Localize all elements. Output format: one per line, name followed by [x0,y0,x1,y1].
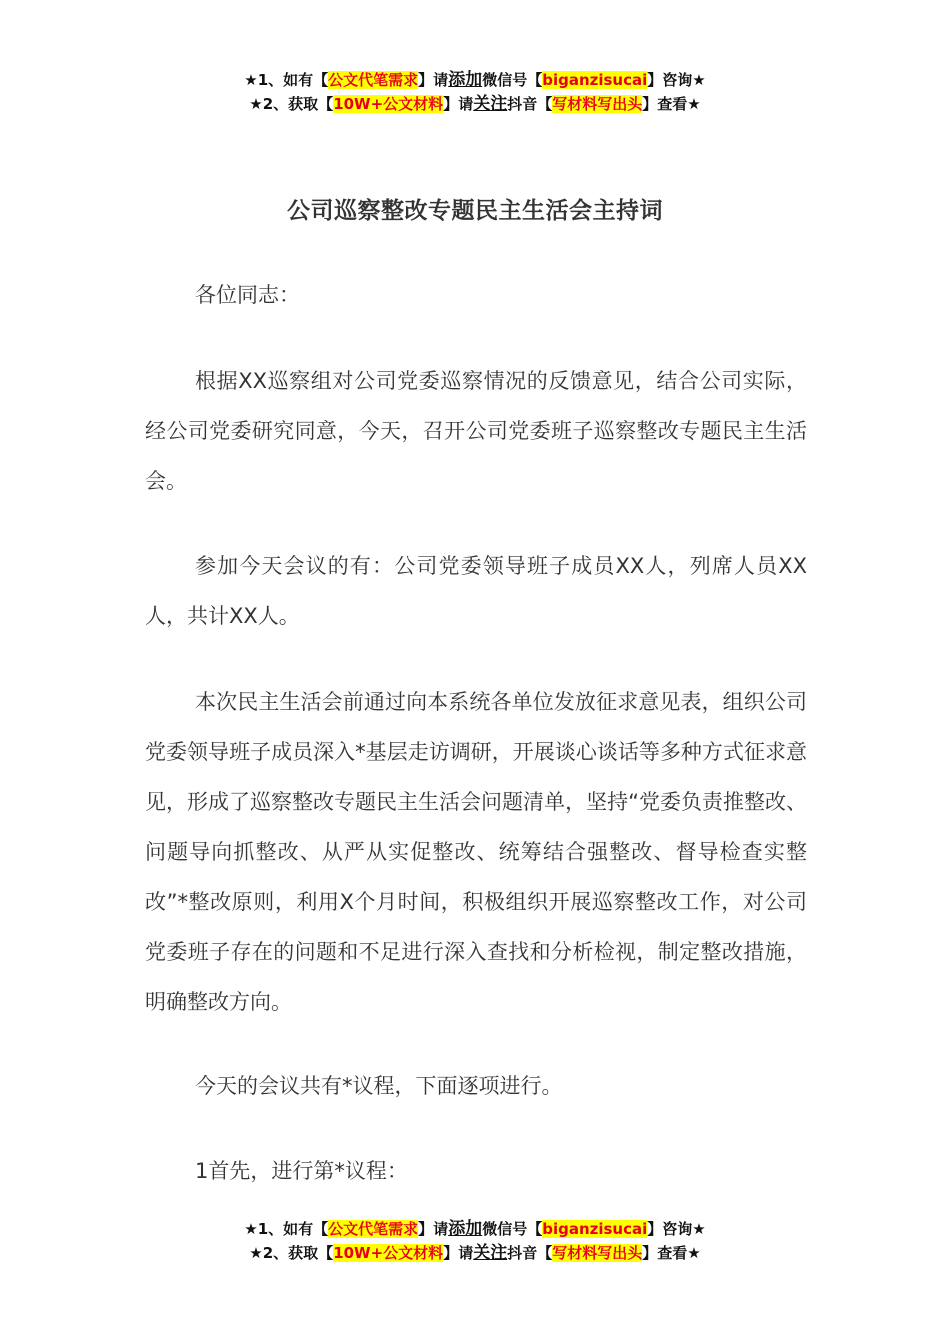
highlight-service: 公文代笔需求 [328,71,419,89]
banner-text: 】请 [418,71,449,89]
highlight-materials: 10W+公文材料 [333,1244,444,1262]
banner-line-2 [0,92,950,116]
banner-text: 】咨询★ [647,71,706,89]
highlight-service: 公文代笔需求 [328,1220,419,1238]
highlight-douyin-account: 写材料写出头 [552,1244,643,1262]
paragraph-salutation: 各位同志： [195,283,300,307]
paragraph-agenda: 今天的会议共有*议程，下面逐项进行。 [195,1074,563,1098]
banner-text: 】查看★ [642,1244,701,1262]
banner-text: ★1、如有【 [244,1220,329,1238]
highlight-wechat-id: biganzisucai [542,1220,648,1238]
emphasis-follow: 关注 [473,1243,508,1263]
paragraph-background: 本次民主生活会前通过向本系统各单位发放征求意见表，组织公司党委领导班子成员深入*基层走访调研，开展谈心谈话等多种方式征求意见，形成了巡察整改专题民主生活会问题清单，坚持“党委负责推整改、问题导向抓整改、从严从实促整改、统筹结合强整改、督导检查实整改”*整改原则，利用X个月时间，积极组织开展巡察整改工作，对公司党委班子存在的问题和不足进行深入查找和分析检视，制定整改措施，明确整改方向。 [145,690,807,1014]
header-banner [0,68,950,116]
highlight-materials: 10W+公文材料 [333,95,444,113]
paragraph-intro: 根据XX巡察组对公司党委巡察情况的反馈意见，结合公司实际，经公司党委研究同意，今天，召开公司党委班子巡察整改专题民主生活会。 [145,369,807,493]
emphasis-follow: 关注 [473,94,508,114]
banner-text: ★2、获取【 [249,95,334,113]
banner-line-1 [0,1217,950,1241]
banner-line-2 [0,1241,950,1265]
banner-text: ★2、获取【 [249,1244,334,1262]
highlight-douyin-account: 写材料写出头 [552,95,643,113]
highlight-wechat-id: biganzisucai [542,71,648,89]
paragraph-first-item: 1首先，进行第*议程： [195,1159,408,1183]
emphasis-add: 添加 [448,1219,483,1239]
banner-text: 】请 [443,95,474,113]
paragraph-attendance: 参加今天会议的有：公司党委领导班子成员XX人，列席人员XX人，共计XX人。 [145,554,807,628]
banner-text: 】请 [418,1220,449,1238]
banner-text: 】查看★ [642,95,701,113]
banner-text: ★1、如有【 [244,71,329,89]
emphasis-add: 添加 [448,70,483,90]
banner-text: 抖音【 [507,1244,553,1262]
banner-text: 微信号【 [482,71,543,89]
banner-line-1 [0,68,950,92]
banner-text: 抖音【 [507,95,553,113]
banner-text: 】请 [443,1244,474,1262]
footer-banner [0,1217,950,1265]
banner-text: 微信号【 [482,1220,543,1238]
banner-text: 】咨询★ [647,1220,706,1238]
document-title: 公司巡察整改专题民主生活会主持词 [287,198,663,224]
